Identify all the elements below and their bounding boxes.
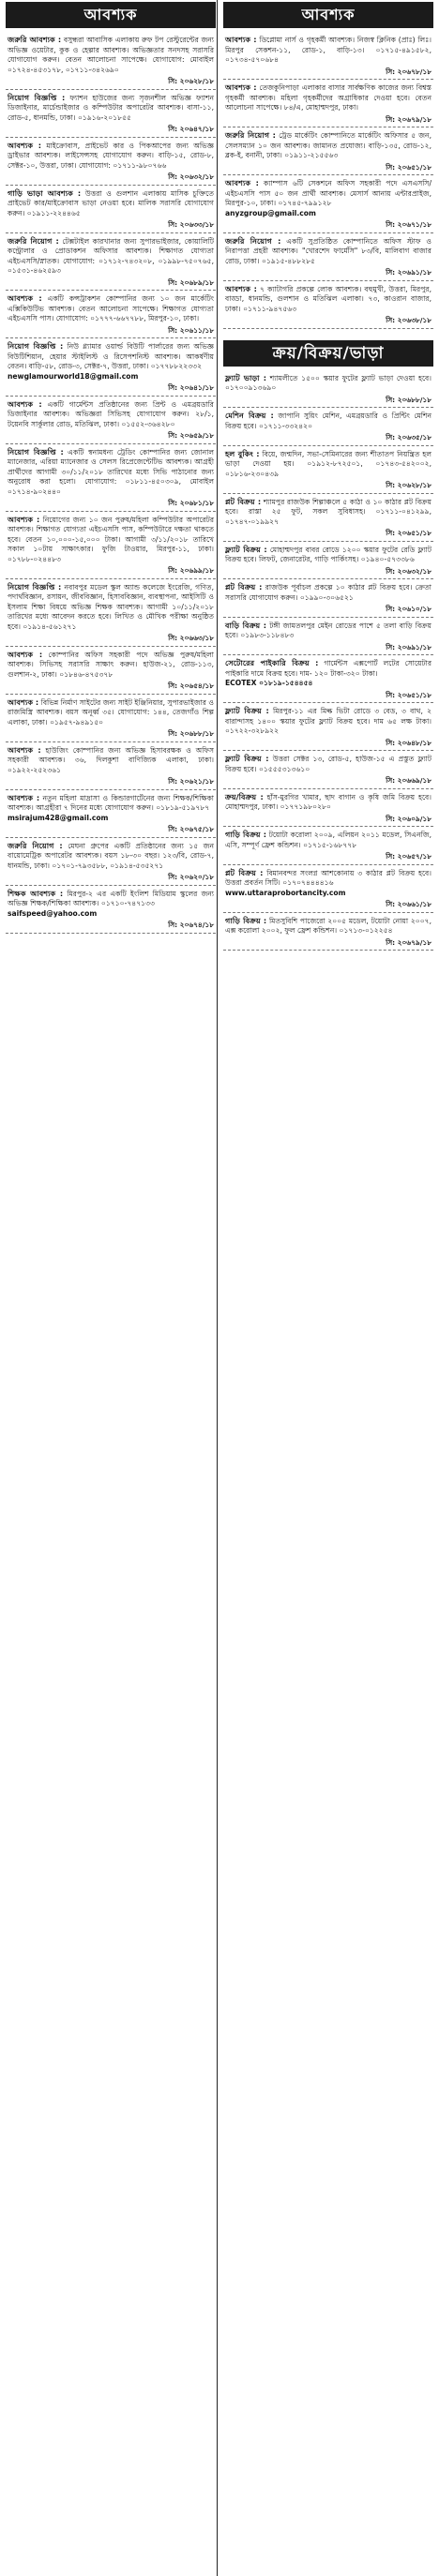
classified-ad — [6, 647, 216, 695]
classified-ad — [223, 865, 433, 913]
classified-ad — [6, 138, 216, 186]
ad-body — [8, 841, 214, 872]
ad-email[interactable]: msirajum428@gmail.com — [8, 813, 109, 822]
classified-ad — [223, 175, 433, 233]
ad-lead: ফ্ল্যাট ভাড়া : — [225, 372, 266, 382]
ad-text: মিরপুর-১১ এর মিল্ক ভিটা রোডে ৩ বেড, ৩ বাথ, ২ বারান্দাসহ ১৪০০ স্কয়ার ফুটের ফ্ল্যাট বিক্রয় হবে। দাম ৬৫ লক্ষ টাকা। ০১৭২২-৩২৮৯২২ — [225, 707, 432, 735]
ad-body — [8, 650, 214, 681]
ad-text: টয়োটা করোলা ২০০৯, এলিয়ন ২০১১ মডেল, সিএনজি, এসি, সম্পূর্ণ ফ্রেশ কন্ডিশন। ০১৭১৫-১৬৮৭৭৮ — [225, 831, 431, 849]
ad-body — [8, 236, 214, 277]
ad-code: সি: ২০৬২৮/১৮ — [168, 77, 214, 85]
ad-body — [8, 889, 214, 909]
ad-lead: শিক্ষক আবশ্যক : — [8, 888, 64, 898]
classified-ad — [223, 789, 433, 828]
ad-code: সি: ২০৬৩৩/১৮ — [168, 220, 214, 229]
ad-code: সি: ২০৬৭৪/১৮ — [168, 921, 214, 929]
ad-code: সি: ২০৬৭৯/১৮ — [386, 937, 431, 947]
ad-lead: মেশিন বিক্রয় : — [225, 411, 274, 420]
ad-lead: প্লট বিক্রয় : — [225, 867, 264, 877]
classified-ad — [223, 127, 433, 175]
classified-ad — [223, 618, 433, 656]
ad-code: সি: ২০৬৬৩/১৮ — [168, 634, 214, 642]
ad-code: সি: ২০৬০৯/১৮ — [386, 814, 431, 823]
ad-body — [8, 697, 214, 728]
ad-body — [8, 447, 214, 498]
ad-email[interactable]: anyzgroup@gmail.com — [225, 208, 316, 217]
ad-lead: প্লট বিক্রয় : — [225, 496, 262, 506]
ad-code: সি: ২০৬২৮/১৮ — [386, 481, 431, 489]
ad-body — [8, 93, 214, 124]
ad-text: ৭ ক্যাটাগরি প্রকল্পে লোক আবশ্যক। বহুমুখী, উত্তরা, মিরপুর, বাড্ডা, ধানমন্ডি, গুলশান ও মতিঝিল এলাকা। ৭৩, কাওরান বাজার, ঢাকা। ০১৭১১-৯৪৭৫৬৩ — [225, 284, 431, 313]
classified-ad — [223, 655, 433, 703]
ad-body — [225, 449, 431, 480]
ad-body — [225, 130, 431, 161]
classified-ad — [6, 338, 216, 397]
section-header-wanted-right: আবশ্যক — [223, 2, 433, 28]
ad-code: সি: ২০৬৬১/১৮ — [386, 900, 431, 908]
ad-text: নিয়োগের জন্য ১০ জন পুরুষ/মহিলা কম্পিউটার অপারেটর আবশ্যক। শিক্ষাগত যোগ্যতা এইচএসসি পাস, কম্পিউটারে দক্ষতা থাকতে হবে। বেতন ১০,০০০-১৫,০০০ টাকা। আগামী ৩/১১/২০১৮ তারিখে সকাল ১০টায় সাক্ষাৎকার। ফুজি টাওয়ার, মিরপুর-১১, ঢাকা। ০১৭৮৮-০২৪৪৮৩ — [8, 515, 214, 563]
ad-body — [8, 399, 214, 430]
ad-lead: জরুরি আবশ্যক : — [8, 35, 62, 44]
ad-lead: গাড়ি বিক্রয় : — [225, 830, 267, 839]
ad-lead: ফ্ল্যাট বিক্রয় : — [225, 754, 269, 763]
ad-lead: গাড়ি ভাড়া আবশ্যক : — [8, 187, 82, 198]
ad-lead: নিয়োগ বিজ্ঞপ্তি : — [8, 581, 62, 592]
ad-body — [8, 515, 214, 565]
ad-text: ট্রেড মার্কেটিং কোম্পানিতে মার্কেটিং অফিসার ৫ জন, সেলসম্যান ১০ জন আবশ্যক। জামানত প্রযোজ্য। বাড়ি-১৩৫, রোড-১২, ব্লক-ই, বনানী, ঢাকা। ০১৯১১-২১৫৫৬৩ — [225, 131, 431, 159]
ad-text: শ্যামলীতে ১৫০০ স্কয়ার ফুটের ফ্ল্যাট ভাড়া দেওয়া হবে। ০১৭০০৯১৩৬৯০ — [225, 373, 431, 392]
classified-ad — [6, 886, 216, 934]
classified-ad — [6, 90, 216, 138]
ad-body — [8, 745, 214, 776]
classified-ad — [6, 512, 216, 579]
ad-text: উত্তরা সেক্টর ১৩, রোড-৫, হাউজ-১৫ এ প্রস্তুত ফ্ল্যাট বিক্রয় হবে। ০১৫৫৫৩১৩৬১০ — [225, 755, 431, 773]
ad-code: সি: ২০৬২১/১৮ — [168, 777, 214, 786]
right-ad-list-bottom — [223, 370, 433, 951]
ad-body — [225, 706, 431, 737]
ad-lead: জরুরি নিয়োগ : — [225, 130, 276, 140]
ad-lead: ফ্ল্যাট বিক্রয় : — [225, 544, 267, 554]
classified-ad — [223, 494, 433, 542]
ad-text: নবাবপুর মডেল স্কুল অ্যান্ড কলেজে ইংরেজি, গণিত, পদার্থবিজ্ঞান, রসায়ন, জীববিজ্ঞান, হিসাববিজ্ঞান, ব্যবস্থাপনা, আইসিটি ও ইসলাম শিক্ষা বিষয়ে অভিজ্ঞ শিক্ষক আবশ্যক। আগামী ১০/১১/২০১৮ তারিখের মধ্যে আবেদন করতে হবে। লিখিত ও মৌখিক পরীক্ষা অনুষ্ঠিত হবে। ০১৯১৪-৫৬১২৭১ — [8, 582, 214, 631]
ad-text: নিউ গ্ল্যামার ওয়ার্ল্ড বিউটি পার্লারের জন্য অভিজ্ঞ বিউটিশিয়ান, হেয়ার স্টাইলিস্ট ও রিসেপশনিস্ট আবশ্যক। আকর্ষণীয় বেতন। বাড়ি-৫৮, রোড-৩, সেক্টর-৭, উত্তরা, ঢাকা। ০১৭৭৮৮২২৩৩২ — [8, 342, 214, 370]
ad-lead: আবশ্যক : — [8, 293, 42, 303]
classified-ad — [6, 579, 216, 647]
ad-lead: আবশ্যক : — [225, 35, 257, 44]
ad-lead: প্লট বিক্রয় : — [225, 582, 263, 592]
ad-code: সি: ২০৬৫১/১৮ — [386, 690, 431, 699]
section-header-wanted: আবশ্যক — [6, 2, 216, 28]
ad-text: উত্তরা ও গুলশান এলাকায় মাসিক চুক্তিতে প্রাইভেট কার/মাইক্রোবাস ভাড়া নেওয়া হবে। মালিক সরাসরি যোগাযোগ করুন। ০১৯১১-২২৪৪৬৫ — [8, 188, 214, 217]
ad-lead: সেটোরের পাইকারি বিক্রয় : — [225, 658, 319, 667]
ad-lead: নিয়োগ বিজ্ঞপ্তি : — [8, 446, 64, 457]
classified-ad — [6, 838, 216, 886]
classified-ad — [6, 233, 216, 292]
ad-body — [225, 236, 431, 267]
ad-lead: আবশ্যক : — [8, 140, 42, 150]
ad-text: রাজউক পূর্বাচল প্রকল্পে ১০ কাঠার প্লট বিক্রয় হবে। ক্রেতা সরাসরি যোগাযোগ করুন। ০১৯৯০-৩০৬৫২১ — [225, 583, 431, 602]
ad-lead: গাড়ি বিক্রয় : — [225, 915, 267, 925]
ad-lead: আবশ্যক : — [8, 649, 43, 659]
classified-ad — [6, 186, 216, 233]
ad-lead: বাড়ি বিক্রয় : — [225, 620, 267, 630]
ad-body — [8, 341, 214, 372]
ad-text: টেক্সটাইল কারখানার জন্য সুপারভাইজার, কোয়ালিটি কন্ট্রোলার ও প্রোডাকশন অফিসার আবশ্যক। শিক্ষাগত যোগ্যতা এইচএসসি/স্নাতক। যোগাযোগ: ০১৭১২-৭৪৩২০৮, ০১৯৯৮-৭৫০৭৬৫, ০১৫৩১-৪৬২৫৯৩ — [8, 236, 214, 275]
ad-text: জাপানি সুয়িং মেশিন, এমব্রয়ডারি ও প্রিন্টিং মেশিন বিক্রয় হবে। ০১৭১১-৩৩২৪২০ — [225, 412, 432, 430]
left-ad-list — [6, 32, 216, 934]
ad-body — [225, 373, 431, 394]
ad-body — [8, 141, 214, 172]
ad-code: সি: ২০৬৭১/১৮ — [386, 220, 431, 229]
classified-ad — [6, 444, 216, 512]
ad-text: মাইক্রোবাস, প্রাইভেট কার ও পিকআপের জন্য অভিজ্ঞ ড্রাইভার আবশ্যক। লাইসেন্সসহ যোগাযোগ করুন। বাড়ি-১৫, রোড-৮, সেক্টর-১০, উত্তরা, ঢাকা। যোগাযোগ: ০১৭১১-৯৮০৭৬৬ — [8, 141, 214, 170]
ad-email[interactable]: www.uttaraprobortancity.com — [225, 888, 346, 897]
ad-lead: আবশ্যক : — [8, 792, 40, 802]
ad-body — [225, 411, 431, 431]
ad-code: সি: ২০৬১০/১৮ — [386, 605, 431, 613]
ad-lead: আবশ্যক : — [225, 178, 259, 187]
ad-body — [225, 35, 431, 66]
ad-lead: আবশ্যক : — [8, 744, 41, 755]
classified-ad — [223, 32, 433, 80]
ad-text: মেঘনা গ্রুপের একটি প্রতিষ্ঠানের জন্য ১৫ জন বায়োমেট্রিক অপারেটর আবশ্যক। বয়স ১৮-৩০ বছর। ১২৩/বি, রোড-৭, ধানমন্ডি, ঢাকা। ০১৭০১-৭৯৩৫৮৮, ০১৯১৪-৫৩৫২৭১ — [8, 841, 214, 870]
ad-body — [225, 658, 431, 679]
ad-lead: আবশ্যক : — [225, 283, 257, 293]
ad-code: সি: ২০৬৫৯/১৮ — [168, 431, 214, 440]
ad-body — [225, 178, 431, 209]
ad-text: শ্যামপুর রাজউক শিল্পাঞ্চলে ৫ কাঠা ও ১০ কাঠার প্লট বিক্রয় হবে। রাস্তা ২৫ ফুট, সকল সুবিধাসহ। ০১৭১১-০৪১২৯৯, ০১৭৪৭-০১৯৯২৭ — [225, 497, 432, 526]
ad-text: একটি গার্মেন্টস প্রতিষ্ঠানের জন্য প্রিন্ট ও এমব্রয়ডারি ডিজাইনার আবশ্যক। অভিজ্ঞরা সিভিসহ যোগাযোগ করুন। ২৮/১, টয়েনবি সার্কুলার রোড, মতিঝিল, ঢাকা। ০১৫৫২-৩৬৪২৮০ — [8, 399, 214, 428]
ad-text: মিরপুর-২ এর একটি ইংলিশ মিডিয়াম স্কুলের জন্য অভিজ্ঞ শিক্ষক/শিক্ষিকা আবশ্যক। ০১৭১০-৭৪৭১৩৩ — [8, 889, 215, 907]
ad-body — [8, 35, 214, 75]
ad-code: সি: ২০৬৫৪/১৮ — [168, 681, 214, 690]
ad-code: সি: ২০৬৪৭/১৮ — [168, 125, 214, 133]
ad-body — [225, 497, 431, 528]
ad-body — [225, 754, 431, 774]
classified-ad — [223, 542, 433, 580]
ad-lead: আবশ্যক : — [225, 82, 257, 92]
ad-body — [225, 830, 431, 850]
ad-text: বিভিন্ন নির্মাণ সাইটের জন্য সাইট ইঞ্জিনিয়ার, সুপারভাইজার ও রাজমিস্ত্রি আবশ্যক। বয়স অনূর্ধ্ব ৩৫। যোগাযোগ: ১৪৪, তেজগাঁও শিল্প এলাকা, ঢাকা। ০১৯৫৭-৯৪৯১৫০ — [8, 697, 214, 726]
right-column — [223, 0, 433, 951]
ad-code: সি: ২০৬৮৮/১৮ — [386, 395, 431, 404]
ad-lead: জরুরি নিয়োগ : — [8, 235, 59, 246]
ad-text: তেজকুনিপাড়া এলাকার বাসার সার্বক্ষণিক কাজের জন্য বিশ্বস্ত গৃহকর্মী আবশ্যক। মহিলা গৃহকর্মীদের অগ্রাধিকার দেওয়া হবে। বেতন আলোচনা সাপেক্ষে। ৮৪/এ, মোহাম্মদপুর, ঢাকা। — [225, 83, 431, 112]
classified-ad — [6, 32, 216, 90]
ad-code: সি: ২০৬৯১/১৮ — [386, 268, 431, 277]
ad-code: সি: ২০৬৭৯/১৮ — [386, 114, 431, 124]
classified-ad — [223, 827, 433, 865]
ad-code: সি: ২০৬৯৯/১৮ — [168, 566, 214, 575]
ad-body — [8, 188, 214, 219]
classified-ad — [223, 281, 433, 329]
classified-ad — [6, 695, 216, 742]
ad-body — [8, 793, 214, 814]
ad-body — [225, 916, 431, 936]
ad-text: বিমানবন্দর সংলগ্ন আশকোনায় ৩ কাঠার প্লট বিক্রয় হবে। উত্তরা প্রবর্তন সিটি। ০১৭০৭৪৪৪৪১৬ — [225, 868, 431, 887]
classified-ad — [223, 751, 433, 789]
ad-text: একটি কন্সট্রাকশন কোম্পানির জন্য ১০ জন মার্কেটিং এক্সিকিউটিভ আবশ্যক। বেতন আলোচনা সাপেক্ষে। শিক্ষাগত যোগ্যতা এইচএসসি পাস। যোগাযোগ: ০১৭৭৭-৬৬৭৭৮৮, মিরপুর-১০, ঢাকা। — [8, 294, 214, 322]
ad-code: সি: ২০৬৫১/১৮ — [386, 529, 431, 537]
ad-lead: আবশ্যক : — [8, 514, 40, 524]
ad-text: একটি সুপ্রতিষ্ঠিত কোম্পানিতে অফিস স্টাফ ও নিরাপত্তা প্রহরী আবশ্যক। "খোরশেদ ফার্মেসি" ৮৩/বি, মালিবাগ বাজার রোড, ঢাকা। ০১৯১৫-৪৮৮২৮৫ — [225, 236, 431, 265]
ad-text: নতুন মহিলা মাদ্রাসা ও কিন্ডারগার্টেনের জন্য শিক্ষক/শিক্ষিকা আবশ্যক। আগ্রহীরা ৭ দিনের মধ্যে যোগাযোগ করুন। ০১৮১৯-৫১৯৭৮৭ — [8, 793, 214, 812]
ad-text: হাউজিং কোম্পানির জন্য অভিজ্ঞ হিসাবরক্ষক ও অফিস সহকারী আবশ্যক। ৩৬, দিলকুশা বাণিজ্যিক এলাকা, ঢাকা। ০১৯২২-২৫২৩৬১ — [8, 745, 214, 774]
ad-code: সি: ২০৬৫১/১৮ — [386, 162, 431, 172]
ad-body — [8, 582, 214, 633]
ad-text: মিতসুবিশি পাজেরো ২০০৫ মডেল, টয়োটা নোয়া ২০০৭, এক্স করোলা ২০০২, ফুল ফ্রেশ কন্ডিশন। ০১৭১৩-০১২২৫৪ — [225, 916, 431, 935]
ad-lead: ক্রয়/বিক্রয় : — [225, 791, 264, 801]
ad-code: সি: ২০৬৮৮/১৮ — [168, 729, 214, 738]
ad-code: সি: ২০৬৪১/১৮ — [168, 383, 214, 392]
ad-text: কোম্পানির অফিস সহকারী পদে অভিজ্ঞ পুরুষ/মহিলা আবশ্যক। সিভিসহ সরাসরি সাক্ষাৎ করুন। হাউজ-২১, রোড-১১৩, গুলশান-২, ঢাকা। ০১৮৪৬-৪৭৫৩৭৮ — [8, 650, 214, 679]
ad-code: সি: ২০৬৩৫/১৮ — [386, 433, 431, 442]
ad-email[interactable]: newglamourworld18@gmail.com — [8, 371, 139, 381]
ad-body — [225, 621, 431, 641]
ad-code: সি: ২০৬৭৮/১৮ — [386, 67, 431, 76]
ad-lead: নিয়োগ বিজ্ঞপ্তি : — [8, 92, 66, 102]
ad-email[interactable]: ECOTEX ০১৮১৯-১৫৪৪৫৪ — [225, 679, 313, 687]
ad-lead: হল বুকিং : — [225, 448, 260, 458]
left-column — [6, 0, 216, 934]
classified-ad — [223, 913, 433, 951]
ad-code: সি: ২০৬৯১/১৮ — [386, 642, 431, 651]
ad-body — [225, 545, 431, 565]
ad-code: সি: ২০৬৭৫/১৮ — [168, 825, 214, 833]
ad-text: ডিপ্লোমা নার্স ও গৃহকর্মী আবশ্যক। নিজস্ব ক্লিনিক (প্রাঃ) লিঃ। মিরপুর সেকশন-১১, রোড-১, বাড়ি-১৩। ০১৭১৫-৪৯১৫৮২, ০১৭৩৪-৫৭০৬৮৪ — [225, 36, 431, 64]
classified-ad — [223, 370, 433, 409]
ad-code: সি: ২০৬২০/১৮ — [168, 873, 214, 881]
ad-body — [225, 792, 431, 813]
ad-text: মোহাম্মদপুর বাবর রোডে ১২০০ স্কয়ার ফুটের রেডি ফ্ল্যাট বিক্রয় হবে। লিফট, জেনারেটর, গাড়ি পার্কিংসহ। ০১৯৪০-৫৭৩৩৮৬ — [225, 545, 431, 563]
ad-body — [225, 582, 431, 603]
classified-ad — [223, 703, 433, 751]
ad-code: সি: ২০৬৩২/১৮ — [386, 566, 431, 576]
ad-code: সি: ২০৬১১/১৮ — [168, 325, 214, 335]
right-ad-list-top — [223, 32, 433, 329]
ad-lead: আবশ্যক : — [8, 398, 42, 409]
ad-code: সি: ২০৬৬৯/১৮ — [386, 776, 431, 785]
ad-text: ফ্যাশন হাউজের জন্য সৃজনশীল অভিজ্ঞ ফ্যাশন ডিজাইনার, মার্চেন্ডাইজার ও কম্পিউটার অপারেটর আবশ্যক। বাসা-১১, রোড-৫, ধানমন্ডি, ঢাকা। ০১৯১৬-২০১৮৫৫ — [8, 93, 214, 122]
ad-email[interactable]: saifspeed@yahoo.com — [8, 908, 98, 918]
ad-code: সি: ২০৬৫৭/১৮ — [386, 852, 431, 861]
classified-ad — [6, 397, 216, 444]
section-header-buy-sell-rent: ক্রয়/বিক্রয়/ভাড়া — [223, 340, 433, 367]
ad-code: সি: ২০৬৮৯/১৮ — [168, 277, 214, 287]
ad-lead: নিয়োগ বিজ্ঞপ্তি : — [8, 341, 64, 351]
classified-ad — [6, 790, 216, 838]
classified-ad — [223, 446, 433, 494]
ad-text: একটি স্বনামধন্য ট্রেডিং কোম্পানির জন্য জোনাল ম্যানেজার, এরিয়া ম্যানেজার ও সেলস রিপ্রেজেন্টেটিভ আবশ্যক। আগ্রহী প্রার্থীদের আগামী ৩০/১১/২০১৮ তারিখের মধ্যে সিভি পাঠানোর জন্য অনুরোধ করা হলো। যোগাযোগ: ০১৮১১-৪৫০৩০৯, মোবাইল ০১৭১৪-৯০২৪৪০ — [8, 447, 214, 496]
classified-ad — [223, 233, 433, 281]
classified-ad — [6, 291, 216, 338]
ad-code: সি: ২০৬৩৮/১৮ — [386, 316, 431, 324]
ad-code: সি: ২০৬৩২/১৮ — [168, 172, 214, 181]
ad-lead: জরুরি নিয়োগ : — [8, 840, 63, 850]
classified-ad — [223, 80, 433, 127]
ad-text: বসুন্ধরা আবাসিক এলাকায় রুফ টপ রেস্টুরেন্টের জন্য অভিজ্ঞ ওয়েটার, কুক ও হেল্পার আবশ্যক। অভিজ্ঞতার সনদসহ সরাসরি যোগাযোগ করুন। বেতন আলোচনা সাপেক্ষে। যোগাযোগ: মোবাইল ০১৭২৪-৪৫৩১৭৮, ০১৭১১-৩৪২৬৯০ — [8, 36, 215, 74]
ad-code: সি: ২০৬৪৮/১৮ — [386, 738, 431, 747]
ad-body — [225, 284, 431, 315]
ad-text: হাঁস-মুরগির খামার, ছাদ বাগান ও কৃষি জমি বিক্রয় হবে। মোহাম্মদপুর, ঢাকা। ০১৭৭১৯৮০২৮০ — [225, 792, 431, 811]
classified-ad — [6, 742, 216, 790]
ad-lead: আবশ্যক : — [8, 696, 39, 707]
ad-body — [225, 82, 431, 113]
column-divider — [217, 0, 218, 2576]
ad-lead: ফ্ল্যাট বিক্রয় : — [225, 706, 269, 715]
ad-text: ক্যাম্পাস ৬টি সেকশনে অফিস সহকারী পদে এসএসসি/এইচএসসি পাস ৫০ জন প্রার্থী আবশ্যক। মেসার্স আনায় এন্টারপ্রাইজ, মিরপুর-১০, ঢাকা। ০১৭৪৫-৭৯৯১২৮ — [225, 179, 432, 207]
ad-text: গার্মেন্টস এক্সপোর্ট লটের সোয়েটার পাইকারি দামে বিক্রয় হবে। দাম- ১২০ টাকা-৩২০ টাকা। — [225, 659, 431, 678]
classified-ad — [223, 579, 433, 618]
ad-text: টঙ্গী জামতলপুর মেইন রোডের পাশে ৫ তলা বাড়ি বিক্রয় হবে। ০১৯৮৩-১১৮৪৮৩ — [225, 621, 432, 639]
ad-lead: জরুরি নিয়োগ : — [225, 235, 281, 246]
classified-ad — [223, 408, 433, 446]
ad-code: সি: ২০৬৮১/১৮ — [168, 499, 214, 507]
ad-body — [225, 868, 431, 889]
ad-body — [8, 293, 214, 324]
ad-text: বিয়ে, জন্মদিন, সভা-সেমিনারের জন্য শীতাতপ নিয়ন্ত্রিত হল ভাড়া দেওয়া হয়। ০১৯১২-৮৭২৫০১, ০১৭৪৩-৫৪২০০২, ০১৮১৬-২৩০৪৩৯ — [225, 449, 431, 478]
